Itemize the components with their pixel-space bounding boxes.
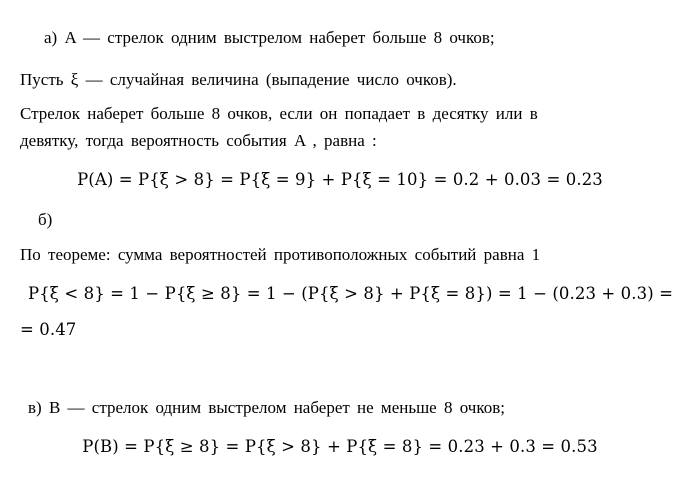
paragraph-a-line-2: девятку, тогда вероятность события A , равна :: [20, 131, 377, 150]
part-b-label: б): [38, 210, 53, 229]
formula-b-line-2: = 0.47: [20, 320, 77, 339]
formula-b-line-1: P{ξ < 8} = 1 − P{ξ ≥ 8} = 1 − (P{ξ > 8} + P{ξ = 8}) = 1 − (0.23 + 0.3) =: [28, 284, 674, 303]
theorem-statement: По теореме: сумма вероятностей противоположных событий равна 1: [20, 245, 541, 264]
formula-a: P(A) = P{ξ > 8} = P{ξ = 9} + P{ξ = 10} = 0.2 + 0.03 = 0.23: [77, 170, 603, 189]
part-a-statement: а) A — стрелок одним выстрелом наберет больше 8 очков;: [44, 28, 495, 47]
part-c-statement: в) B — стрелок одним выстрелом наберет не меньше 8 очков;: [28, 398, 505, 417]
xi-definition: Пусть ξ — случайная величина (выпадение число очков).: [20, 70, 457, 89]
formula-c: P(B) = P{ξ ≥ 8} = P{ξ > 8} + P{ξ = 8} = 0.23 + 0.3 = 0.53: [82, 437, 598, 456]
paragraph-a-line-1: Стрелок наберет больше 8 очков, если он попадает в десятку или в: [20, 104, 538, 123]
